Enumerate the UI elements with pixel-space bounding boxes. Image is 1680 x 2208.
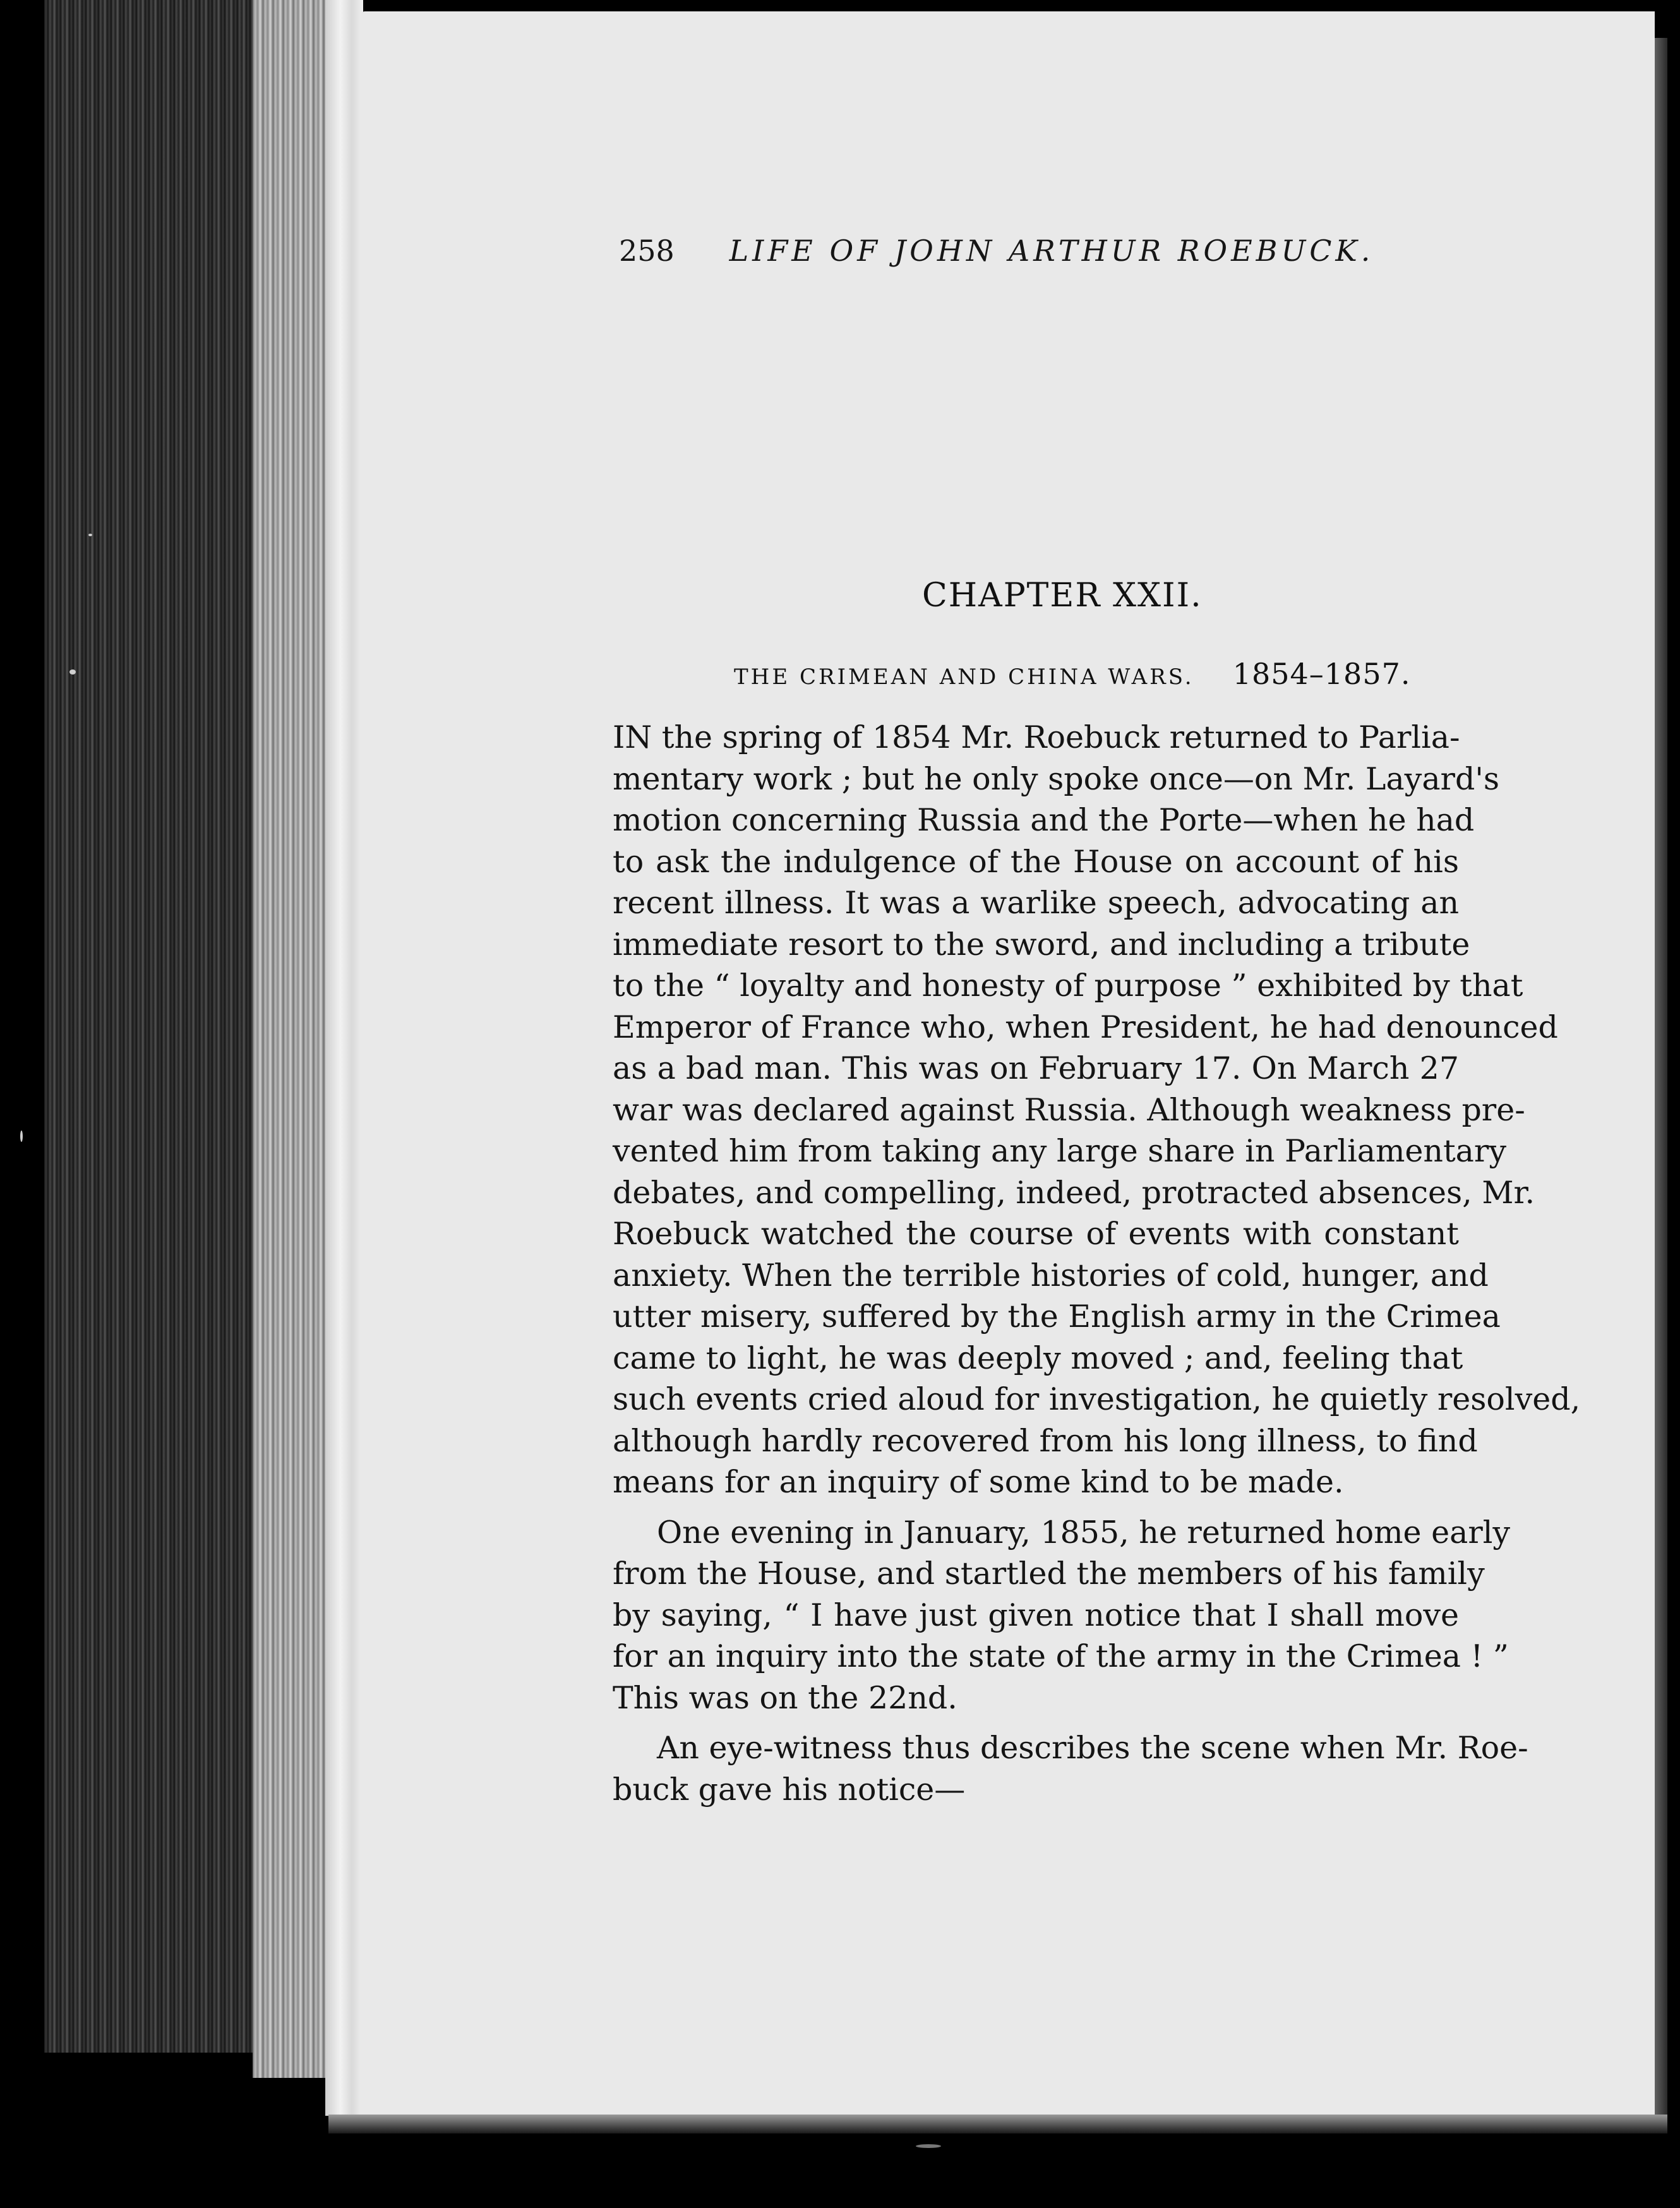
text-line: Emperor of France who, when President, he had denounced xyxy=(613,1009,1558,1045)
text-line: anxiety. When the terrible histories of cold, hunger, and xyxy=(613,1257,1489,1293)
text-line: although hardly recovered from his long illness, to find xyxy=(613,1422,1478,1459)
page-bottom-edge xyxy=(328,2115,1667,2133)
text-line: mentary work ; but he only spoke once—on Mr. Layard's xyxy=(613,760,1499,797)
chapter-subtitle-text: THE CRIMEAN AND CHINA WARS. xyxy=(734,664,1194,690)
body-text xyxy=(613,717,1581,1810)
chapter-subtitle xyxy=(734,657,1410,691)
page-number: 258 xyxy=(619,234,675,268)
text-line: to ask the indulgence of the House on account of his xyxy=(613,843,1459,880)
dust-speck xyxy=(916,2144,941,2148)
text-line: came to light, he was deeply moved ; and, feeling that xyxy=(613,1340,1463,1376)
text-line: recent illness. It was a warlike speech, advocating an xyxy=(613,885,1459,921)
running-head xyxy=(619,234,1402,268)
text-line: means for an inquiry of some kind to be made. xyxy=(613,1464,1344,1500)
text-line: war was declared against Russia. Although weakness pre- xyxy=(613,1091,1525,1128)
text-line: One evening in January, 1855, he returned home early xyxy=(657,1514,1511,1551)
dust-speck xyxy=(20,1131,23,1142)
paragraph-gap xyxy=(613,1503,1459,1512)
page-edge-strip xyxy=(325,0,363,2116)
text-line: debates, and compelling, indeed, protracted absences, Mr. xyxy=(613,1174,1535,1211)
text-line: by saying, “ I have just given notice that I shall move xyxy=(613,1597,1459,1633)
text-line: immediate resort to the sword, and including a tribute xyxy=(613,926,1470,963)
text-line: utter misery, suffered by the English army in the Crimea xyxy=(613,1299,1501,1335)
running-title: LIFE OF JOHN ARTHUR ROEBUCK. xyxy=(729,234,1374,268)
paragraph xyxy=(613,1727,1528,1810)
paragraph xyxy=(613,717,1581,1503)
paragraph xyxy=(613,1512,1511,1719)
text-line: for an inquiry into the state of the army in the Crimea ! ” xyxy=(613,1638,1509,1674)
dust-speck xyxy=(88,534,92,536)
text-line: motion concerning Russia and the Porte—when he had xyxy=(613,802,1475,838)
text-line: vented him from taking any large share in Parliamentary xyxy=(613,1133,1506,1169)
paragraph-gap xyxy=(613,1719,1459,1727)
text-line: This was on the 22nd. xyxy=(613,1679,957,1716)
chapter-title: CHAPTER XXII. xyxy=(922,577,1203,615)
text-line: to the “ loyalty and honesty of purpose ” exhibited by that xyxy=(613,968,1523,1004)
text-line: as a bad man. This was on February 17. On March 27 xyxy=(613,1050,1459,1086)
text-line: buck gave his notice— xyxy=(613,1771,966,1808)
text-line: An eye-witness thus describes the scene when Mr. Roe- xyxy=(657,1730,1528,1766)
text-line: from the House, and startled the members of his family xyxy=(613,1556,1485,1592)
text-line: IN the spring of 1854 Mr. Roebuck returned to Parlia- xyxy=(613,719,1460,755)
text-line: such events cried aloud for investigation, he quietly resolved, xyxy=(613,1381,1581,1417)
chapter-years: 1854–1857. xyxy=(1232,657,1411,691)
text-line: Roebuck watched the course of events with constant xyxy=(613,1216,1459,1252)
dust-speck xyxy=(69,669,76,675)
